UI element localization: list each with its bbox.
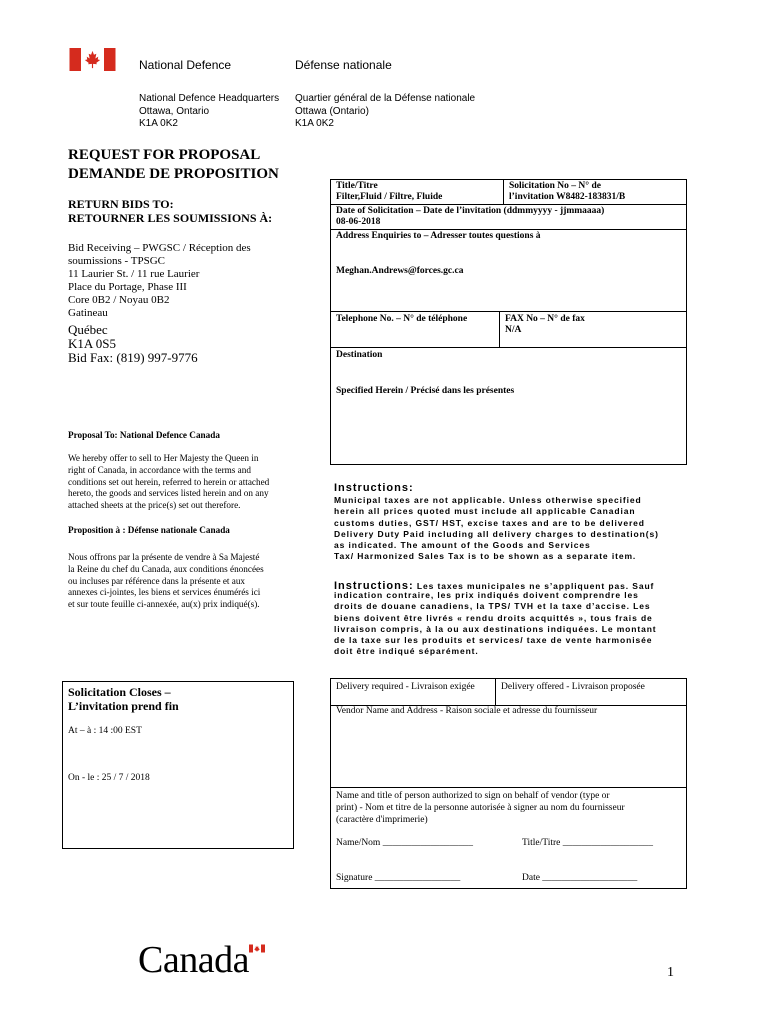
postal-code: K1A 0S5 [68, 336, 117, 351]
instructions-line: livraison compris, à la ou aux destinations indiquées. Le montant [334, 623, 657, 634]
instructions-line: as indicated. The amount of the Goods and Services [334, 540, 591, 551]
title-signer-field[interactable]: Title/Titre ___________________ [522, 838, 653, 848]
canada-wordmark: Canada [138, 939, 249, 981]
address-enquiries-label: Address Enquiries to – Adresser toutes questions à [336, 231, 541, 241]
title-label: Title/Titre [336, 181, 378, 191]
bid-fax: Bid Fax: (819) 997-9776 [68, 350, 198, 365]
title-fr: DEMANDE DE PROPOSITION [68, 166, 279, 182]
instructions-heading: Instructions: [334, 482, 414, 494]
proposal-line: right of Canada, in accordance with the terms and [68, 464, 251, 475]
address-en-line: National Defence Headquarters [139, 93, 280, 104]
proposal-body-fr [68, 552, 264, 611]
return-address [68, 242, 251, 320]
return-bids-fr: RETOURNER LES SOUMISSIONS À: [68, 211, 273, 225]
title-en: REQUEST FOR PROPOSAL [68, 147, 261, 163]
address-fr [295, 93, 475, 131]
document-title [68, 146, 279, 184]
return-address-line: Gatineau [68, 307, 108, 319]
proposal-heading-en: Proposal To: National Defence Canada [68, 430, 220, 440]
instructions-line: biens doivent être livrés « rendu droits acquittés », tous frais de [334, 612, 653, 623]
authorized-person-label [336, 790, 625, 826]
canada-flag-icon [69, 48, 116, 71]
closing-date: On - le : 25 / 7 / 2018 [68, 773, 150, 783]
address-en [139, 93, 279, 131]
name-field[interactable]: Name/Nom ___________________ [336, 838, 473, 848]
instructions-line: Tax/ Harmonized Sales Tax is to be shown as a separate item. [334, 551, 637, 562]
signature-field[interactable]: Signature __________________ [336, 873, 461, 883]
return-bids-heading [68, 197, 272, 225]
return-bids-en: RETURN BIDS TO: [68, 197, 174, 211]
vendor-name-address-field[interactable]: Vendor Name and Address - Raison sociale et adresse du fournisseur [336, 706, 598, 716]
instructions-line: droits de douane canadiens, la TPS/ TVH et la taxe d’accise. Les [334, 601, 651, 612]
address-fr-line: Quartier général de la Défense nationale [295, 93, 476, 104]
proposal-line: et sur toute feuille ci-annexée, au(x) prix indiqué(s). [68, 599, 260, 610]
telephone-label: Telephone No. – N° de téléphone [336, 314, 468, 324]
authorized-line: (caractère d'imprimerie) [336, 815, 428, 825]
proposal-line: Nous offrons par la présente de vendre à Sa Majesté [68, 552, 260, 562]
authorized-line: Name and title of person authorized to sign on behalf of vendor (type or [336, 791, 610, 801]
contact-email[interactable]: Meghan.Andrews@forces.gc.ca [336, 266, 464, 276]
authorized-line: print) - Nom et titre de la personne autorisée à signer au nom du fournisseur [336, 803, 625, 813]
solicitation-value: l’invitation W8482-183831/B [509, 192, 626, 202]
dept-name-en: National Defence [139, 58, 232, 72]
instructions-en [334, 495, 659, 563]
date-value: 08-06-2018 [336, 217, 381, 227]
solicitation-label: Solicitation No – N° de [509, 181, 601, 191]
date-label: Date of Solicitation – Date de l’invitation (ddmmyyyy - jjmmaaaa) [336, 206, 605, 216]
proposal-body-en [68, 453, 269, 512]
delivery-required-field[interactable]: Delivery required - Livraison exigée [336, 682, 475, 692]
wordmark-flag-icon [249, 944, 265, 953]
instructions-line: customs duties, GST/ HST, excise taxes and are to be delivered [334, 517, 645, 528]
fax-field [505, 314, 585, 336]
instructions-line: indication contraire, les prix indiqués doivent comprendre les [334, 590, 639, 600]
instructions-line: Municipal taxes are not applicable. Unless otherwise specified [334, 495, 642, 505]
proposal-line: We hereby offer to sell to Her Majesty the Queen in [68, 453, 259, 463]
instructions-line: Les taxes municipales ne s’appliquent pas. Sauf [413, 581, 655, 591]
proposal-line: hereto, the goods and services listed herein and on any [68, 488, 269, 499]
return-address-large [68, 323, 198, 365]
closes-heading [68, 685, 179, 713]
closing-time: At – à : 14 :00 EST [68, 726, 142, 736]
return-address-line: Bid Receiving – PWGSC / Réception des [68, 242, 251, 254]
address-en-line: Ottawa, Ontario [139, 105, 210, 117]
solicitation-number [509, 181, 625, 203]
title-value: Filter,Fluid / Filtre, Fluide [336, 192, 443, 202]
solicitation-closes-box [62, 681, 294, 849]
fax-label: FAX No – N° de fax [505, 314, 585, 324]
proposal-line: conditions set out herein, referred to herein or attached [68, 476, 270, 487]
instructions-line: Delivery Duty Paid including all delivery charges to destination(s) [334, 528, 659, 539]
dept-name-fr: Défense nationale [295, 58, 392, 72]
instructions-line: doit être indiqué séparément. [334, 646, 479, 657]
closes-heading-fr: L’invitation prend fin [68, 699, 179, 713]
closes-heading-en: Solicitation Closes – [68, 685, 171, 699]
destination-value: Specified Herein / Précisé dans les présentes [336, 386, 515, 396]
return-address-line: soumissions - TPSGC [68, 255, 165, 267]
date-field[interactable]: Date ____________________ [522, 873, 638, 883]
destination-label: Destination [336, 350, 383, 360]
instructions-fr-heading: Instructions: [334, 580, 414, 592]
address-en-line: K1A 0K2 [139, 118, 178, 129]
fax-value: N/A [505, 325, 522, 335]
instructions-line: de la taxe sur les produits et services/ taxe de vente harmonisée [334, 635, 653, 646]
page-number: 1 [667, 965, 674, 980]
address-fr-line: K1A 0K2 [295, 118, 334, 129]
proposal-line: annexes ci-jointes, les biens et services énumérés ici [68, 587, 261, 598]
solicitation-date [336, 206, 604, 228]
proposal-line: attached sheets at the price(s) set out therefore. [68, 500, 241, 511]
province: Québec [68, 322, 108, 337]
proposal-line: la Reine du chef du Canada, aux conditions énoncées [68, 563, 264, 574]
proposal-line: ou incluses par référence dans la présente et aux [68, 575, 246, 586]
proposal-heading-fr: Proposition à : Défense nationale Canada [68, 525, 230, 535]
return-address-line: 11 Laurier St. / 11 rue Laurier [68, 268, 200, 280]
address-fr-line: Ottawa (Ontario) [295, 105, 369, 117]
return-address-line: Place du Portage, Phase III [68, 281, 187, 293]
instructions-line: herein all prices quoted must include all applicable Canadian [334, 506, 636, 517]
instructions-fr [334, 590, 657, 658]
return-address-line: Core 0B2 / Noyau 0B2 [68, 294, 170, 306]
title-field [336, 181, 442, 203]
delivery-offered-field[interactable]: Delivery offered - Livraison proposée [501, 682, 645, 692]
